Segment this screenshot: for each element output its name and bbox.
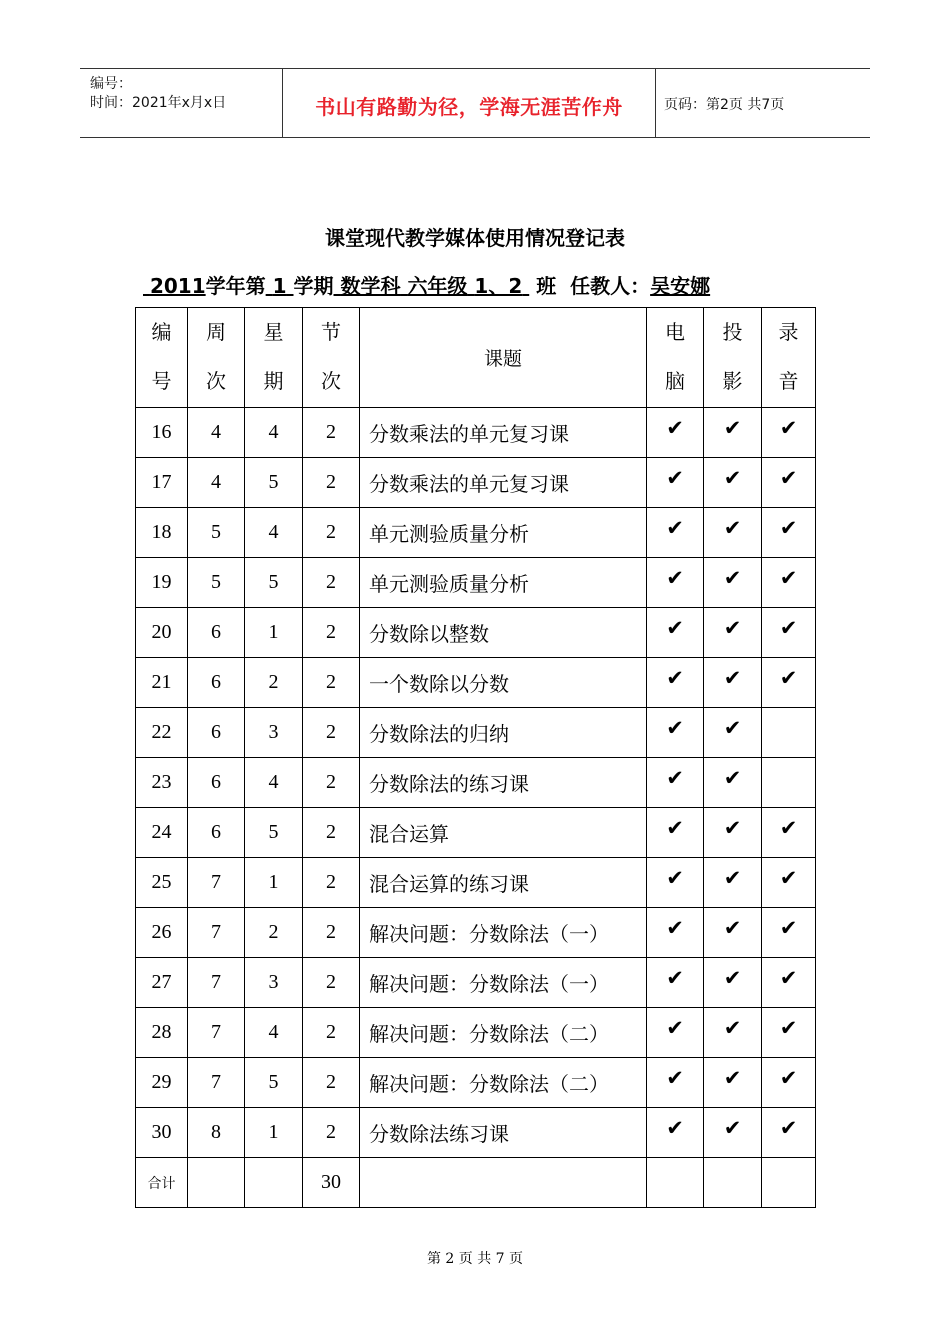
- check-icon: ✔: [723, 616, 742, 640]
- table-row: [136, 608, 816, 658]
- teacher-label: 任教人：: [570, 274, 651, 298]
- cell-topic: 解决问题：分数除法（二）: [360, 1008, 647, 1058]
- cell-topic: 分数除以整数: [360, 608, 647, 658]
- cell-projector: [704, 1108, 762, 1158]
- cell-day: 4: [245, 758, 303, 808]
- cell-projector: [704, 958, 762, 1008]
- cell-projector: [704, 408, 762, 458]
- cell-day: 5: [245, 1058, 303, 1108]
- check-icon: ✔: [723, 966, 742, 990]
- cell-week: 7: [188, 1008, 245, 1058]
- cell-projector: [704, 458, 762, 508]
- cell-computer: [647, 1058, 704, 1108]
- check-icon: ✔: [779, 816, 798, 840]
- check-icon: ✔: [779, 616, 798, 640]
- header-num: 编 号: [136, 308, 188, 408]
- grade: 六年级: [407, 274, 468, 298]
- cell-num: 30: [136, 1108, 188, 1158]
- cell-topic: 分数除法的练习课: [360, 758, 647, 808]
- check-icon: ✔: [723, 516, 742, 540]
- cell-period: 2: [303, 958, 360, 1008]
- check-icon: ✔: [666, 866, 684, 890]
- cell-audio: [762, 758, 816, 808]
- table-row: [136, 508, 816, 558]
- check-icon: ✔: [666, 766, 684, 790]
- cell-day: 1: [245, 608, 303, 658]
- year: 2011: [149, 274, 206, 298]
- table-row: [136, 408, 816, 458]
- cell-audio: [762, 558, 816, 608]
- cell-computer: [647, 1008, 704, 1058]
- cell-computer: [647, 708, 704, 758]
- cell-week: 6: [188, 658, 245, 708]
- check-icon: ✔: [723, 866, 742, 890]
- cell-projector: [704, 808, 762, 858]
- cell-computer: [647, 658, 704, 708]
- table-row: [136, 1058, 816, 1108]
- table-row: [136, 658, 816, 708]
- total-audio: [762, 1158, 816, 1208]
- cell-projector: [704, 558, 762, 608]
- cell-num: 24: [136, 808, 188, 858]
- check-icon: ✔: [666, 1016, 684, 1040]
- check-icon: ✔: [723, 716, 742, 740]
- check-icon: ✔: [666, 1066, 684, 1090]
- cell-period: 2: [303, 1058, 360, 1108]
- check-icon: ✔: [779, 1066, 798, 1090]
- cell-period: 2: [303, 758, 360, 808]
- cell-num: 28: [136, 1008, 188, 1058]
- cell-projector: [704, 908, 762, 958]
- cell-day: 3: [245, 958, 303, 1008]
- header-page-cell: [656, 69, 870, 137]
- header-day: 星 期: [245, 308, 303, 408]
- cell-computer: [647, 608, 704, 658]
- cell-period: 2: [303, 558, 360, 608]
- check-icon: ✔: [723, 466, 742, 490]
- cell-day: 2: [245, 908, 303, 958]
- check-icon: ✔: [666, 716, 684, 740]
- cell-topic: 分数乘法的单元复习课: [360, 408, 647, 458]
- table-header-row: [136, 308, 816, 408]
- cell-computer: [647, 758, 704, 808]
- cell-week: 5: [188, 508, 245, 558]
- header-week: 周 次: [188, 308, 245, 408]
- cell-day: 1: [245, 1108, 303, 1158]
- cell-num: 29: [136, 1058, 188, 1108]
- cell-week: 4: [188, 408, 245, 458]
- cell-computer: [647, 908, 704, 958]
- total-projector: [704, 1158, 762, 1208]
- cell-week: 5: [188, 558, 245, 608]
- cell-topic: 分数除法练习课: [360, 1108, 647, 1158]
- check-icon: ✔: [723, 1016, 742, 1040]
- cell-day: 4: [245, 408, 303, 458]
- page-footer: 第 2 页 共 7 页: [426, 1251, 524, 1267]
- cell-num: 23: [136, 758, 188, 808]
- header-topic: 课题: [360, 308, 647, 408]
- cell-topic: 混合运算: [360, 808, 647, 858]
- number-label: 编号：: [90, 76, 132, 92]
- check-icon: ✔: [666, 466, 684, 490]
- header-meta-cell: [80, 69, 283, 137]
- cell-period: 2: [303, 858, 360, 908]
- check-icon: ✔: [723, 666, 742, 690]
- header-audio: 录 音: [762, 308, 816, 408]
- total-computer: [647, 1158, 704, 1208]
- cell-audio: [762, 508, 816, 558]
- cell-computer: [647, 408, 704, 458]
- cell-period: 2: [303, 658, 360, 708]
- cell-period: 2: [303, 708, 360, 758]
- check-icon: ✔: [723, 766, 742, 790]
- term: 1: [272, 274, 287, 298]
- cell-num: 19: [136, 558, 188, 608]
- table-row: [136, 458, 816, 508]
- cell-topic: 解决问题：分数除法（一）: [360, 908, 647, 958]
- cell-num: 17: [136, 458, 188, 508]
- check-icon: ✔: [779, 466, 798, 490]
- cell-projector: [704, 858, 762, 908]
- cell-computer: [647, 1108, 704, 1158]
- cell-week: 6: [188, 758, 245, 808]
- table-row: [136, 858, 816, 908]
- cell-period: 2: [303, 408, 360, 458]
- motto-text: 书山有路勤为径，学海无涯苦作舟: [315, 95, 623, 119]
- table-row: [136, 558, 816, 608]
- check-icon: ✔: [666, 516, 684, 540]
- check-icon: ✔: [779, 1116, 798, 1140]
- cell-audio: [762, 1008, 816, 1058]
- header-period: 节 次: [303, 308, 360, 408]
- page-header: [80, 68, 870, 138]
- cell-projector: [704, 708, 762, 758]
- check-icon: ✔: [779, 566, 798, 590]
- cell-projector: [704, 758, 762, 808]
- subject: 数学科: [340, 274, 401, 298]
- cell-week: 8: [188, 1108, 245, 1158]
- cell-audio: [762, 458, 816, 508]
- cell-week: 6: [188, 608, 245, 658]
- cell-day: 1: [245, 858, 303, 908]
- cell-computer: [647, 808, 704, 858]
- cell-period: 2: [303, 908, 360, 958]
- check-icon: ✔: [723, 1116, 742, 1140]
- check-icon: ✔: [779, 516, 798, 540]
- check-icon: ✔: [779, 966, 798, 990]
- check-icon: ✔: [666, 566, 684, 590]
- cell-audio: [762, 1108, 816, 1158]
- cell-audio: [762, 608, 816, 658]
- cell-computer: [647, 558, 704, 608]
- cell-audio: [762, 958, 816, 1008]
- total-row: [136, 1158, 816, 1208]
- cell-num: 27: [136, 958, 188, 1008]
- cell-week: 6: [188, 808, 245, 858]
- total-week: [188, 1158, 245, 1208]
- check-icon: ✔: [779, 416, 798, 440]
- check-icon: ✔: [723, 416, 742, 440]
- cell-topic: 解决问题：分数除法（二）: [360, 1058, 647, 1108]
- cell-day: 4: [245, 1008, 303, 1058]
- cell-num: 16: [136, 408, 188, 458]
- cell-period: 2: [303, 1008, 360, 1058]
- cell-day: 3: [245, 708, 303, 758]
- cell-period: 2: [303, 1108, 360, 1158]
- check-icon: ✔: [779, 666, 798, 690]
- cell-num: 22: [136, 708, 188, 758]
- media-usage-table: [135, 307, 816, 1208]
- check-icon: ✔: [723, 916, 742, 940]
- cell-week: 7: [188, 1058, 245, 1108]
- cell-audio: [762, 858, 816, 908]
- total-period: 30: [303, 1158, 360, 1208]
- check-icon: ✔: [666, 416, 684, 440]
- term-suffix: 学期: [293, 274, 334, 298]
- year-suffix: 学年第: [205, 274, 266, 298]
- cell-audio: [762, 1058, 816, 1108]
- cell-day: 5: [245, 458, 303, 508]
- cell-projector: [704, 608, 762, 658]
- cell-day: 4: [245, 508, 303, 558]
- cell-num: 20: [136, 608, 188, 658]
- cell-topic: 单元测验质量分析: [360, 508, 647, 558]
- check-icon: ✔: [666, 1116, 684, 1140]
- cell-computer: [647, 458, 704, 508]
- cell-audio: [762, 408, 816, 458]
- cell-audio: [762, 808, 816, 858]
- cell-period: 2: [303, 808, 360, 858]
- check-icon: ✔: [779, 1016, 798, 1040]
- table-row: [136, 708, 816, 758]
- check-icon: ✔: [666, 966, 684, 990]
- table-row: [136, 808, 816, 858]
- check-icon: ✔: [666, 666, 684, 690]
- cell-computer: [647, 858, 704, 908]
- cell-topic: 分数乘法的单元复习课: [360, 458, 647, 508]
- header-projector: 投 影: [704, 308, 762, 408]
- cell-audio: [762, 658, 816, 708]
- document-title: 课堂现代教学媒体使用情况登记表: [325, 226, 625, 250]
- check-icon: ✔: [666, 816, 684, 840]
- cell-projector: [704, 508, 762, 558]
- header-motto-cell: [283, 69, 656, 137]
- cell-num: 26: [136, 908, 188, 958]
- page-label: 页码：第2页 共7页: [664, 97, 785, 113]
- cell-topic: 混合运算的练习课: [360, 858, 647, 908]
- cell-projector: [704, 1008, 762, 1058]
- check-icon: ✔: [779, 866, 798, 890]
- total-day: [245, 1158, 303, 1208]
- table-row: [136, 908, 816, 958]
- check-icon: ✔: [723, 1066, 742, 1090]
- cell-week: 7: [188, 958, 245, 1008]
- cell-computer: [647, 958, 704, 1008]
- cell-topic: 一个数除以分数: [360, 658, 647, 708]
- subtitle-line: [143, 270, 710, 299]
- table-row: [136, 1008, 816, 1058]
- check-icon: ✔: [723, 816, 742, 840]
- table-row: [136, 758, 816, 808]
- cell-week: 4: [188, 458, 245, 508]
- cell-num: 18: [136, 508, 188, 558]
- cell-projector: [704, 1058, 762, 1108]
- cell-day: 5: [245, 558, 303, 608]
- total-topic: [360, 1158, 647, 1208]
- cell-computer: [647, 508, 704, 558]
- cell-topic: 分数除法的归纳: [360, 708, 647, 758]
- cell-topic: 单元测验质量分析: [360, 558, 647, 608]
- cell-audio: [762, 708, 816, 758]
- cell-week: 6: [188, 708, 245, 758]
- cell-day: 5: [245, 808, 303, 858]
- check-icon: ✔: [666, 916, 684, 940]
- classes: 1、2: [474, 274, 523, 298]
- cell-audio: [762, 908, 816, 958]
- cell-period: 2: [303, 508, 360, 558]
- time-label: 时间：2021年x月x日: [90, 95, 227, 111]
- cell-day: 2: [245, 658, 303, 708]
- check-icon: ✔: [723, 566, 742, 590]
- cell-period: 2: [303, 608, 360, 658]
- cell-week: 7: [188, 908, 245, 958]
- header-computer: 电 脑: [647, 308, 704, 408]
- table-row: [136, 958, 816, 1008]
- class-suffix: 班: [536, 274, 557, 298]
- table-row: [136, 1108, 816, 1158]
- cell-topic: 解决问题：分数除法（一）: [360, 958, 647, 1008]
- cell-week: 7: [188, 858, 245, 908]
- check-icon: ✔: [779, 916, 798, 940]
- cell-projector: [704, 658, 762, 708]
- check-icon: ✔: [666, 616, 684, 640]
- cell-period: 2: [303, 458, 360, 508]
- cell-num: 25: [136, 858, 188, 908]
- cell-num: 21: [136, 658, 188, 708]
- teacher-name: 吴安娜: [650, 274, 711, 298]
- total-label: 合计: [136, 1158, 188, 1208]
